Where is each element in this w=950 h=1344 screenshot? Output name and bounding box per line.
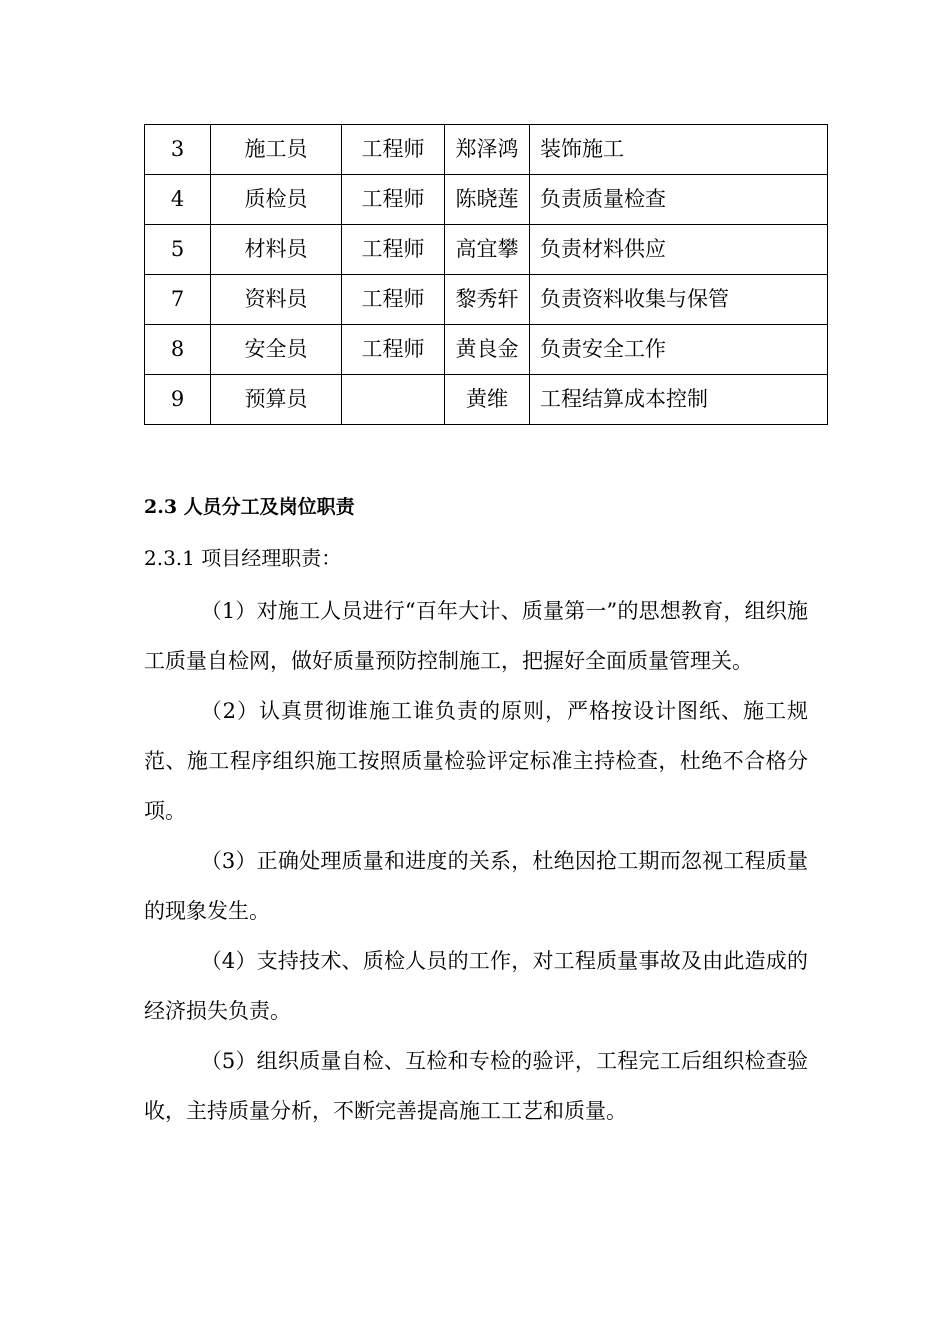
row-role: 施工员 — [211, 125, 342, 175]
row-role: 安全员 — [211, 325, 342, 375]
row-number: 9 — [145, 375, 211, 425]
staff-table-body — [145, 125, 828, 425]
row-duty: 装饰施工 — [530, 125, 828, 175]
row-number: 8 — [145, 325, 211, 375]
row-number: 5 — [145, 225, 211, 275]
table-row — [145, 325, 828, 375]
row-role: 预算员 — [211, 375, 342, 425]
section-heading: 2.3 人员分工及岗位职责 — [144, 496, 355, 518]
row-name: 郑泽鸿 — [445, 125, 530, 175]
table-row — [145, 125, 828, 175]
row-title: 工程师 — [342, 275, 445, 325]
subsection-heading: 2.3.1 项目经理职责： — [144, 546, 342, 570]
row-title: 工程师 — [342, 325, 445, 375]
table-row — [145, 175, 828, 225]
row-number: 4 — [145, 175, 211, 225]
table-row — [145, 225, 828, 275]
duty-paragraph: （4）支持技术、质检人员的工作，对工程质量事故及由此造成的经济损失负责。 — [144, 949, 808, 1023]
row-duty: 负责质量检查 — [530, 175, 828, 225]
duties-body — [144, 586, 808, 1136]
row-duty: 负责资料收集与保管 — [530, 275, 828, 325]
row-number: 7 — [145, 275, 211, 325]
table-row — [145, 375, 828, 425]
duty-paragraph: （1）对施工人员进行“百年大计、质量第一”的思想教育，组织施工质量自检网，做好质量预防控制施工，把握好全面质量管理关。 — [144, 599, 808, 673]
row-duty: 工程结算成本控制 — [530, 375, 828, 425]
row-role: 材料员 — [211, 225, 342, 275]
row-title: 工程师 — [342, 175, 445, 225]
staff-table — [144, 124, 828, 425]
row-name: 高宜攀 — [445, 225, 530, 275]
row-role: 质检员 — [211, 175, 342, 225]
row-duty: 负责安全工作 — [530, 325, 828, 375]
row-name: 黄维 — [445, 375, 530, 425]
row-role: 资料员 — [211, 275, 342, 325]
row-name: 陈晓莲 — [445, 175, 530, 225]
row-title: 工程师 — [342, 225, 445, 275]
duty-paragraph: （3）正确处理质量和进度的关系，杜绝因抢工期而忽视工程质量的现象发生。 — [144, 849, 808, 923]
table-row — [145, 275, 828, 325]
row-duty: 负责材料供应 — [530, 225, 828, 275]
row-name: 黄良金 — [445, 325, 530, 375]
duty-paragraph: （5）组织质量自检、互检和专检的验评，工程完工后组织检查验收，主持质量分析，不断完善提高施工工艺和质量。 — [144, 1049, 808, 1123]
row-title — [342, 375, 445, 425]
row-number: 3 — [145, 125, 211, 175]
duty-paragraph: （2）认真贯彻谁施工谁负责的原则，严格按设计图纸、施工规范、施工程序组织施工按照质量检验评定标准主持检查，杜绝不合格分项。 — [144, 699, 808, 823]
row-name: 黎秀轩 — [445, 275, 530, 325]
row-title: 工程师 — [342, 125, 445, 175]
